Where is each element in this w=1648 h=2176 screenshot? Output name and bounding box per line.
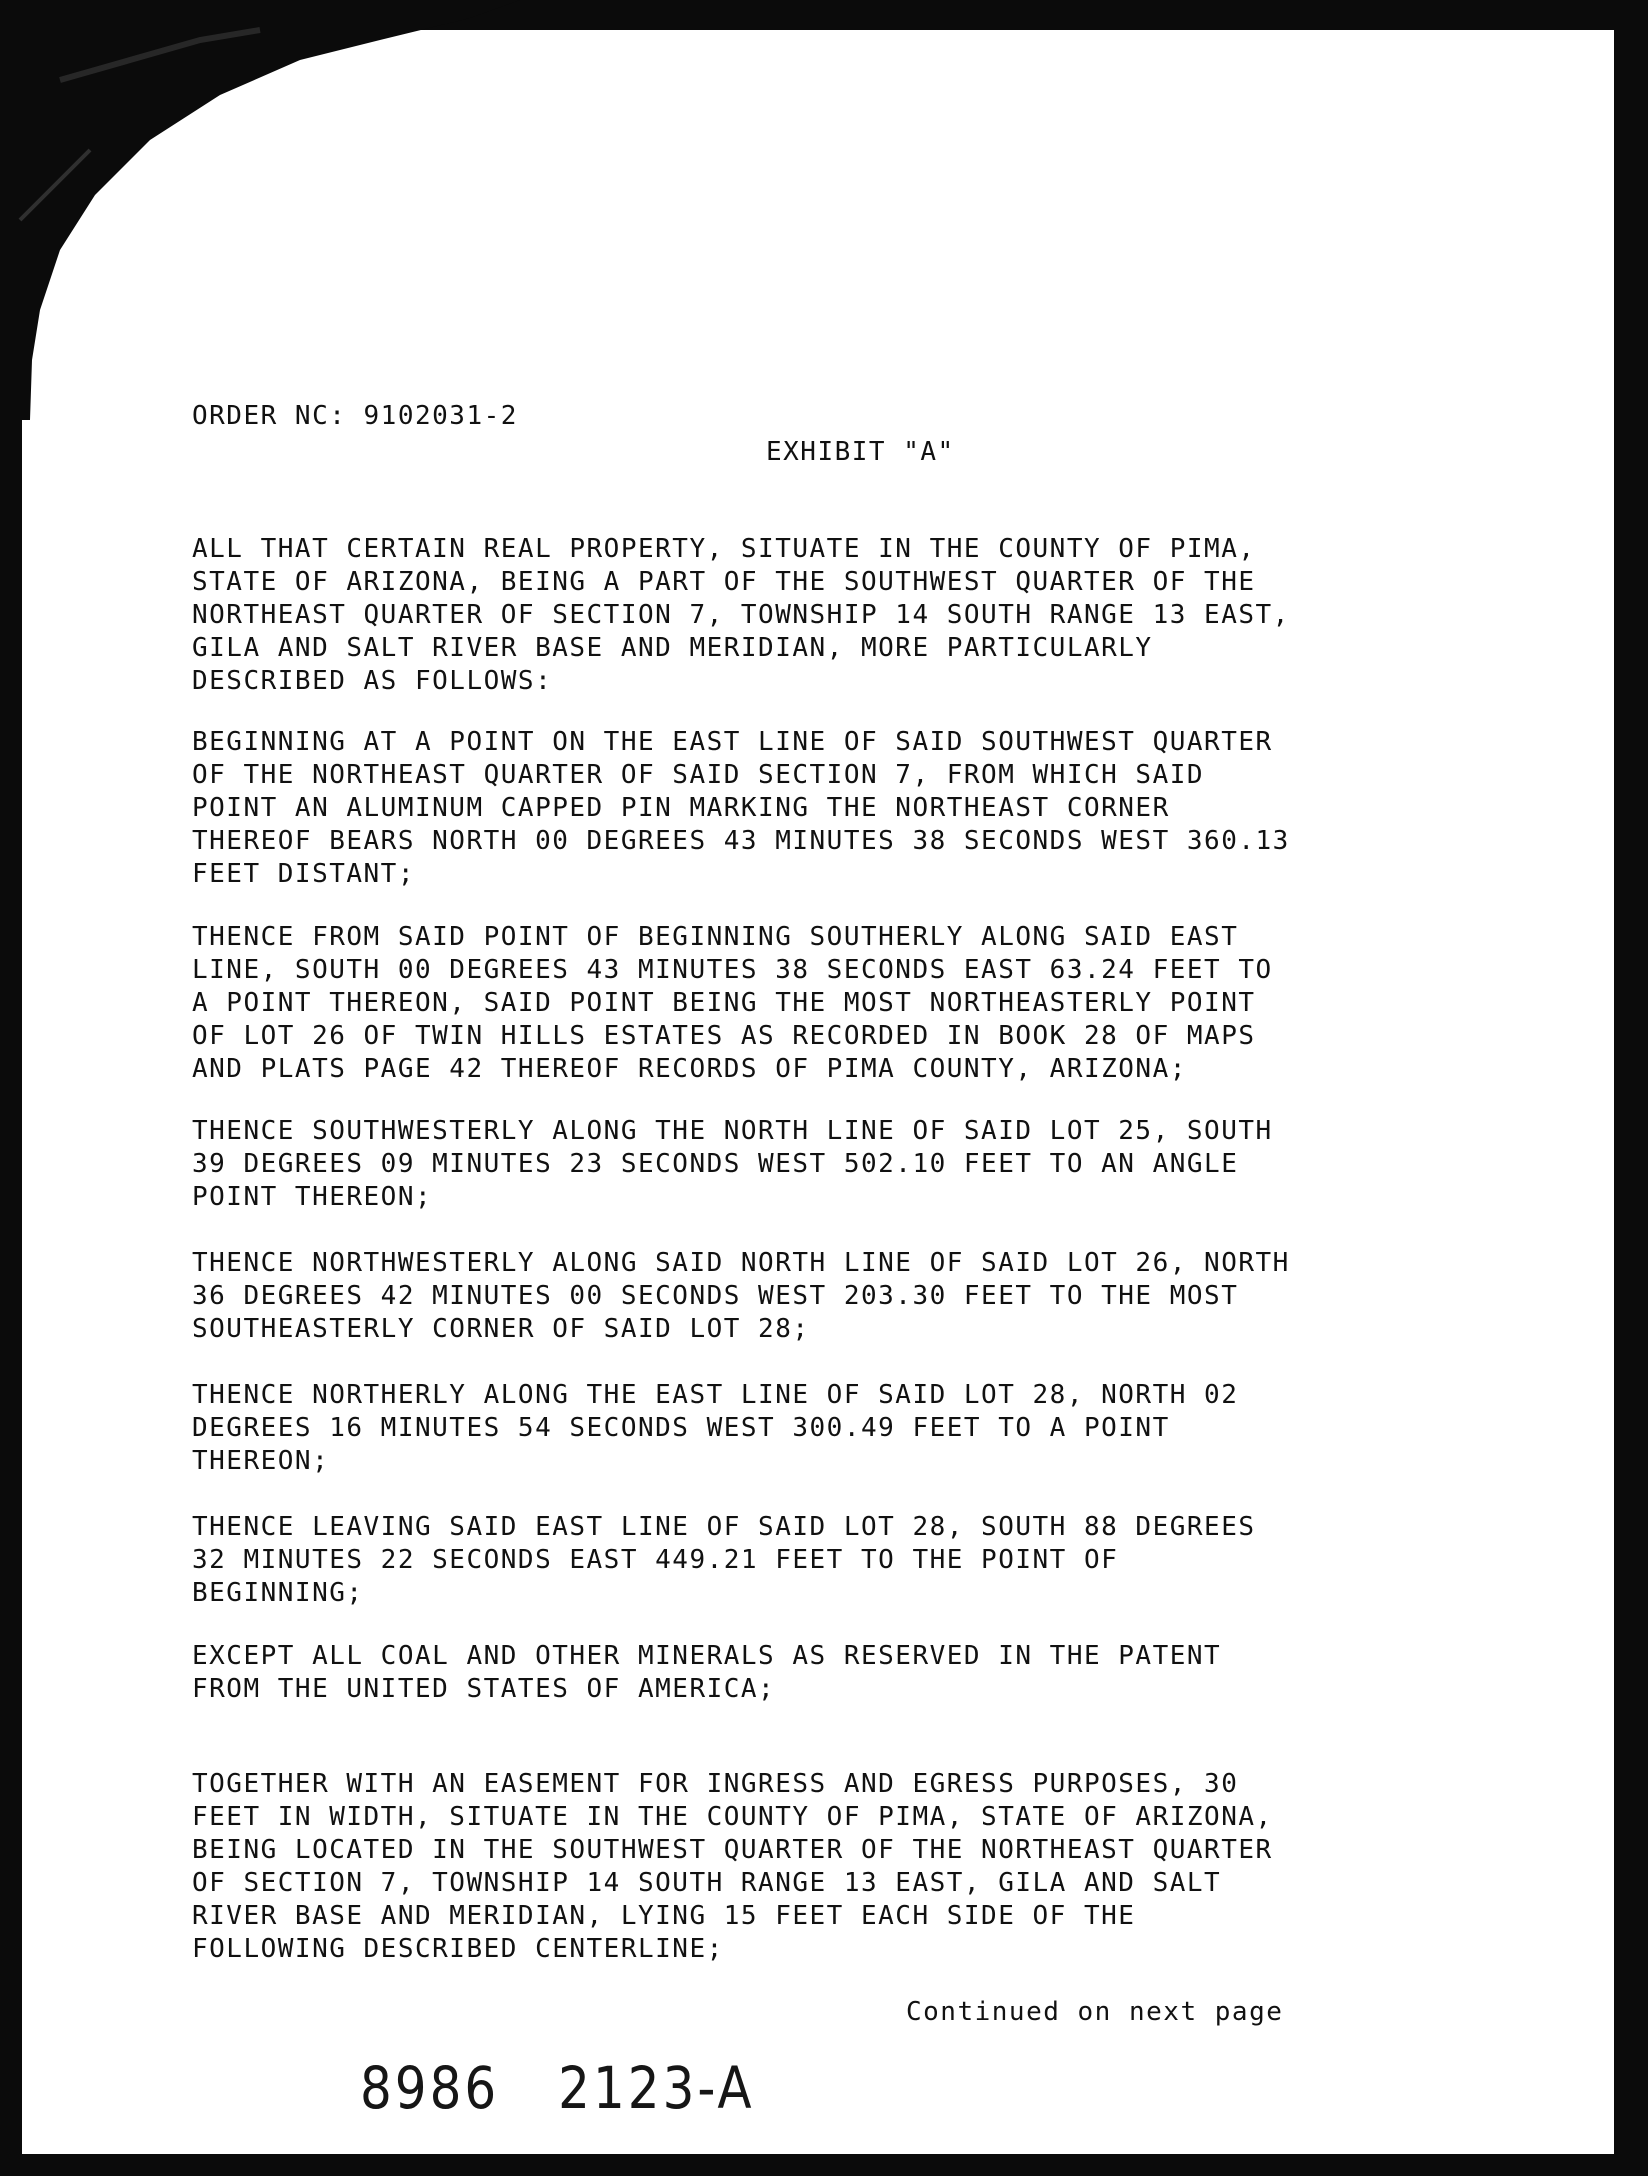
legal-paragraph: EXCEPT ALL COAL AND OTHER MINERALS AS RESERVED IN THE PATENT FROM THE UNITED STATES OF AMERICA;	[192, 1641, 1222, 1704]
legal-paragraph: THENCE LEAVING SAID EAST LINE OF SAID LOT 28, SOUTH 88 DEGREES 32 MINUTES 22 SECONDS EAST 449.21 FEET TO THE POINT OF BEGINNING;	[192, 1512, 1256, 1608]
legal-paragraph: THENCE NORTHERLY ALONG THE EAST LINE OF SAID LOT 28, NORTH 02 DEGREES 16 MINUTES 54 SECONDS WEST 300.49 FEET TO A POINT THEREON;	[192, 1380, 1239, 1476]
legal-paragraph: THENCE NORTHWESTERLY ALONG SAID NORTH LINE OF SAID LOT 26, NORTH 36 DEGREES 42 MINUTES 00 SECONDS WEST 203.30 FEET TO THE MOST SOUTHEASTERLY CORNER OF SAID LOT 28;	[192, 1248, 1290, 1344]
legal-paragraph: THENCE SOUTHWESTERLY ALONG THE NORTH LINE OF SAID LOT 25, SOUTH 39 DEGREES 09 MINUTES 23 SECONDS WEST 502.10 FEET TO AN ANGLE POINT THEREON;	[192, 1116, 1273, 1212]
legal-paragraph: TOGETHER WITH AN EASEMENT FOR INGRESS AND EGRESS PURPOSES, 30 FEET IN WIDTH, SITUATE IN THE COUNTY OF PIMA, STATE OF ARIZONA, BEING LOCATED IN THE SOUTHWEST QUARTER OF THE NORTHEAST QUARTER OF SECTION 7, TOWNSHIP 14 SOUTH RANGE 13 EAST, GILA AND SALT RIVER BASE AND MERIDIAN, LYING 15 FEET EACH SIDE OF THE FOLLOWING DESCRIBED CENTERLINE;	[192, 1769, 1273, 1964]
legal-paragraph: ALL THAT CERTAIN REAL PROPERTY, SITUATE IN THE COUNTY OF PIMA, STATE OF ARIZONA, BEING A PART OF THE SOUTHWEST QUARTER OF THE NORTHEAST QUARTER OF SECTION 7, TOWNSHIP 14 SOUTH RANGE 13 EAST, GILA AND SALT RIVER BASE AND MERIDIAN, MORE PARTICULARLY DESCRIBED AS FOLLOWS:	[192, 534, 1290, 696]
legal-paragraph: BEGINNING AT A POINT ON THE EAST LINE OF SAID SOUTHWEST QUARTER OF THE NORTHEAST QUARTER OF SAID SECTION 7, FROM WHICH SAID POINT AN ALUMINUM CAPPED PIN MARKING THE NORTHEAST CORNER THEREOF BEARS NORTH 00 DEGREES 43 MINUTES 38 SECONDS WEST 360.13 FEET DISTANT;	[192, 727, 1290, 889]
handwritten-record-number: 8986 2123-A	[360, 2055, 755, 2122]
scan-border-bottom	[0, 2154, 1648, 2176]
scan-border-right	[1614, 0, 1648, 2176]
legal-paragraph: THENCE FROM SAID POINT OF BEGINNING SOUTHERLY ALONG SAID EAST LINE, SOUTH 00 DEGREES 43 MINUTES 38 SECONDS EAST 63.24 FEET TO A POINT THEREON, SAID POINT BEING THE MOST NORTHEASTERLY POINT OF LOT 26 OF TWIN HILLS ESTATES AS RECORDED IN BOOK 28 OF MAPS AND PLATS PAGE 42 THEREOF RECORDS OF PIMA COUNTY, ARIZONA;	[192, 922, 1273, 1084]
order-number: ORDER NC: 9102031-2	[192, 401, 518, 431]
continued-note: Continued on next page	[906, 1997, 1284, 2027]
scan-corner-shadow	[0, 0, 520, 420]
exhibit-title: EXHIBIT "A"	[766, 437, 955, 467]
